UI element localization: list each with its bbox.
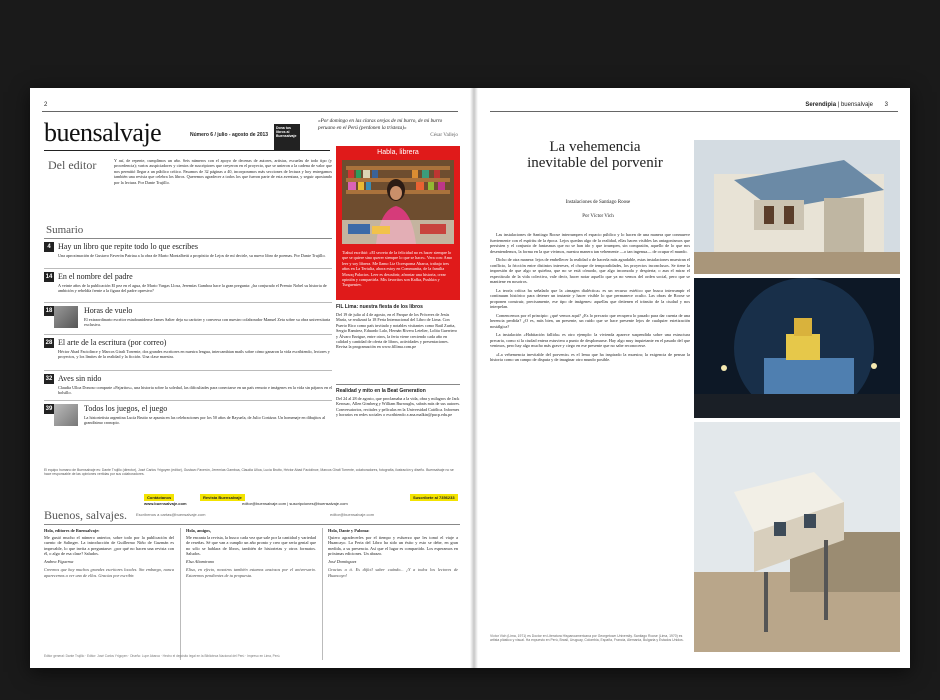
epigraph [318, 118, 458, 138]
sumario-title: Sumario [46, 224, 84, 236]
installation-photo-night-tower [694, 278, 900, 418]
article-paragraph: Las instalaciones de Santiago Roose interrumpen el espacio público y lo hacen de una manera que conmueve fuertemente con el espíritu de la época. Lejos quedan algo de la realidad, ellas hacen visibles las antagonismos que persisten y el conjunto de fantasmas que no se han ido y que irrumpen, sin compasión, aquello de lo que nos desentendemos, la forma en la que vivimos, nuestra manera tan vehemente —o tan ingenua— de ocupar el mundo. [490, 232, 690, 254]
sumario-headline: Todos los juegos, el juego [84, 404, 168, 413]
article-paragraph: «La vehemencia inevitable del porvenir» es el lema que ha inspirado la muestra; la exigencia de pensar la historia como un campo de disputa y de imaginar otro mundo posible. [490, 351, 690, 362]
contact-link[interactable]: Contáctanos [144, 494, 174, 501]
librera-text: Tiahuí escribió: «El secreto de la felicidad no es hacer siempre lo que se quiere sino querer siempre lo que se hace». Vera con: Amo leer y soy librera. Me llamo Liz Ocrespoma Abarca, trabajo tres años en La Tertulia, ahora estoy en Communita, de la familia Mosoq Palacios. Leer es descubrir, afrontar una historia, crear opinión y compartirla. Mis favoritos son Kafka, Pushkin y Turgueniev. [342, 250, 453, 288]
article-subtitle: Instalaciones de Santiago Roose [565, 200, 631, 205]
sumario-description: Una aproximación de Gustavo Faverón Patriau a la obra de Mario Montalbetti a propósito de Lejos de mí decirle, su nuevo libro de poemas. Por Dante Trujillo. [58, 253, 326, 258]
sumario-item [44, 242, 334, 266]
sumario-headline: El arte de la escritura (por correo) [58, 338, 167, 347]
article-paragraph: Dicho de otra manera: lejos de embellecer la realidad o de hacerla más agradable, estas instalaciones muestran el conflicto, la fricción entre distintos intereses, el choque de temporalidades, los proyectos inconclusos. Se tiene la impresión de que algo se quiebra, que no se está cómodo, que algo incomoda y despierta; o aun el mirar el espectáculo de la vida colectiva, vale decir, hacer notar aquello que ya no vemos del orden social, pero que se mantiene en nosotros. [490, 257, 690, 284]
divider [44, 334, 332, 335]
magazine-spread [30, 88, 910, 668]
editor-letter [44, 156, 332, 222]
librera-box [336, 146, 460, 300]
sumario-description: Héctor Abad Faciolince y Marcos Giralt Torrente, dos grandes escritores en nuestra lengua, intercambian mails sobre cómo ganaron la vida escribiendo, lectores y proyectos, y los límites de la realidad y la ficción. Una clase maestra. [58, 349, 330, 360]
bookstore-photo-icon [342, 160, 454, 244]
article-paragraph: La teoría crítica ha señalado que la «imagen dialéctica» es un recurso estético que busca interrumpir el continuum histórico para detener un instante y hacer visible lo que permanece oculto. Las obras de Roose se proponen construir, precisamente, ese tipo de imágenes: aquellas que detienen el tránsito de la ciudad y nos interpelan. [490, 287, 690, 309]
sumario-headline: Aves sin nido [58, 374, 102, 383]
column-divider [180, 528, 181, 660]
section-name: Serendipia [805, 102, 837, 108]
sumario-description: A veinte años de la publicación El pez en el agua, de Mario Vargas Llosa, Jeremías Gamboa hace la gran pregunta: ¿ha conjurado el Premio Nobel su historia de ambición y rebeldía frente a la figura del padre opresivo? [58, 283, 327, 294]
sumario-headline: Horas de vuelo [84, 306, 133, 315]
sumario-rule [44, 238, 332, 239]
letter-greeting: Hola, editores de Buensalvaje: [44, 528, 100, 533]
email-links[interactable]: editor@buensalvaje.com | suscripciones@buensalvaje.com [242, 501, 348, 506]
sumario-headline: En el nombre del padre [58, 272, 133, 281]
fil-lima-box [336, 304, 460, 382]
epigraph-author: César Vallejo [430, 131, 458, 138]
issue-label: Número 6 / julio - agosto de 2013 [190, 132, 269, 138]
fil-lima-text: Del 19 de julio al 4 de agosto, en el Parque de los Próceres de Jesús María, se realizará la 18 Feria Internacional del Libro de Lima. Con Puerto Rico como país invitado y notables visitantes como Raúl Zurita, Sergio Ramírez, Eduardo Lalo, Hernán Rivera Letelier, Lolita Guerriero y Álvaro Enrigue, entre otros, la feria viene creciendo cada año en calidad y cantidad de oferta de libros, actividades y presentaciones. Revisa la programación en www.fillima.com.pe [336, 312, 458, 350]
letters-subtitle: Escríbenos a cartas@buensalvaje.com [136, 512, 206, 517]
author-bio: Víctor Vich (Lima, 1971) es Doctor en Literatura Hispanoamericana por Georgetown University. Santiago Roose (Lima, 1970) es artista plástico y visual. Ha expuesto en Perú, Brasil, Uruguay, Colombia, España, Francia, Alemania, Bulgaria y Estados Unidos. [490, 634, 684, 643]
subscribe-badge[interactable]: Suscríbete al 7356233 [410, 494, 458, 501]
letter-reply: Gracias a ti. Es difícil saber cuándo... ¡Y a todos los lectores de Huancayo! [328, 567, 458, 579]
article-byline: Por Víctor Vich [582, 214, 614, 219]
header-rule [42, 111, 458, 112]
sumario-photo [54, 306, 78, 328]
letter-reply: Creemos que hay muchos grandes escritores locales. Sin embargo, nunca aparecemos a ver uno de ellos. Gracias por escribir. [44, 567, 174, 579]
editor-title: Del editor [48, 158, 97, 172]
letter-greeting: Hola, Dante y Paloma: [328, 528, 370, 533]
page-number: 2 [44, 102, 48, 108]
letters-rule [44, 524, 460, 525]
masthead-logo: buensalvaje [44, 118, 162, 147]
sumario-description: El extraordinario escritor estadounidense James Salter deja su carácter y conversa con nuestro colaborador Manuel Zeta sobre su obra universitaria exclusiva. [84, 317, 331, 328]
letter-text: Me encanta la revista, la busco cada vez que sale por la cantidad y variedad de reseñas. Sé que van a cumplir un año pronto y creo que sería genial que no sólo se hablara de libros, también de historietas y otros formatos. Saludos. [186, 534, 316, 557]
letter-text: Me gustó mucho el número anterior, sobre todo por la publicación del cuento de Salinger. La introducción de Guillermo Niño de Guzmán es impecable, lo que invita a preguntarse: ¿por qué no hacen una revista con él, o algo de esa clase? Saludos. [44, 534, 174, 557]
masthead-rule [44, 150, 330, 151]
divider [44, 302, 332, 303]
article-title: La vehemencia inevitable del porvenir [527, 139, 663, 171]
website-link[interactable]: www.buensalvaje.com [144, 501, 187, 506]
editor-text: Y así, de repente, cumplimos un año. Seis números con el apoyo de decenas de autores, artistas, escuelas de todo tipo (y procedencia); varios auspiciadores y cientos de suscriptores que creyeron en el proyecto, que se unieron a la cadena de valor que nos permitió llegar a un público crítico. Pasamos de 32 páginas a 40, incorporamos más secciones de lectura y hoy entregamos también una revista que celebra los libros. Queremos agradecer a todos los que fueron parte de esta aventura, y seguir apostando por la lectura. Por Dante Trujillo. [114, 158, 332, 185]
beat-generation-text: Del 24 al 28 de agosto, que proclamaba a la vida, obra y milagros de Jack Kerouac, Allen Ginsberg y William Burroughs, sabrás más de sus autores. Conversatorios, recitales y películas en la Universidad Católica. Informes y horarios en redes sociales o escribiendo a ana.malkin@pucp.edu.pe [336, 396, 460, 418]
letter-signature: José Domínguez [328, 558, 357, 564]
letter-greeting: Hola, amigos, [186, 528, 211, 533]
sumario-item [44, 404, 334, 432]
sumario-item [44, 272, 334, 300]
article-paragraph: Comencemos por el principio: ¿qué vemos aquí? ¿Es lo precario que recupera lo pasado para dar cuenta de una herencia perdida? ¿O es, más bien, un presente, un ruido que se hace presente lejos de cualquier estetización nostálgica? [490, 312, 690, 329]
section-header [805, 102, 888, 108]
letters-email: editor@buensalvaje.com [330, 512, 375, 517]
page-number: 3 [884, 102, 888, 108]
night-tower-icon [694, 278, 900, 418]
right-page [478, 88, 910, 668]
revista-link[interactable]: Revista Buensalvaje [200, 494, 245, 501]
reader-letter [44, 528, 174, 660]
divider [44, 370, 332, 371]
imprint-footer: Editor general: Dante Trujillo · Editor: José Carlos Yrigoyen · Diseño: Lupe Abarca · Hecho el depósito legal en la Biblioteca Nacional del Perú · Impreso en Lima, Perú. [44, 654, 281, 658]
letter-reply: Elisa, en efecto, nosotros también estamos ansiosos por el aniversario. Estaremos pendientes de tu propuesta. [186, 567, 316, 579]
spine-shadow [470, 88, 478, 668]
sumario-page-number: 28 [45, 340, 53, 346]
section-separator: | [837, 102, 841, 108]
letter-signature: Elsa Altamirano [186, 558, 215, 564]
divider [44, 400, 332, 401]
article-paragraph: La instalación «Habitación fallida» es otro ejemplo: la vivienda aparece suspendida sobre una estructura precaria, como si la ciudad entera estuviera a punto de desplomarse. Hay algo muy inquietante en el pasado del que venimos, pero hay algo mucho más grave y ciego en ese presente que no sabe reconocerse. [490, 332, 690, 348]
epigraph-text: «Por domingo en las claras orejas de mi burro, de mi burro peruano en el Perú (perdonen la tristeza)» [318, 118, 443, 131]
reader-letter [186, 528, 316, 660]
header-rule [490, 111, 898, 112]
librera-title: Habla, librera [377, 149, 419, 156]
sumario-page-number: 14 [45, 274, 53, 280]
left-page [30, 88, 470, 668]
installation-photo-suspended-house [694, 422, 900, 652]
sumario-description: Claudia Ulloa Donoso comparte «Pajaritos», una historia sobre la soledad, las dificultades para conectarse en un país remoto e imágenes en la vida sin pájaros en el bolsillo. [58, 385, 333, 396]
sumario-item [44, 374, 334, 398]
letters-title: Buenos, salvajes. [44, 508, 127, 522]
column-divider [322, 528, 323, 660]
sumario-description: La historietista argentina Lucía Brutto se apunta en las celebraciones por los 50 años de Rayuela, de Julio Cortázar. Un homenaje en dibujitos al grandísimo cronopio. [84, 415, 326, 426]
divider [44, 268, 332, 269]
donation-badge: Dona tus libros al Buensalvaje [274, 124, 300, 150]
reader-letter [328, 528, 458, 660]
colonial-house-icon [694, 140, 900, 274]
sumario-item [44, 338, 334, 368]
sumario-item [44, 306, 334, 332]
article-body [490, 232, 690, 366]
librera-photo [342, 160, 454, 244]
sumario-photo [54, 404, 78, 426]
suspended-house-icon [694, 422, 900, 652]
installation-photo-colonial-house [694, 140, 900, 274]
letter-text: Quiero agradecerles por el tiempo y esfuerzo que les tomó el viaje a Huancayo. La Feria del Libro ha sido un éxito y esto se debe, en gran medida, a su presencia. Así que el lugar es compartido. Los esperamos en próximas ediciones. Un abrazo. [328, 534, 458, 557]
sumario-page-number: 4 [44, 242, 54, 252]
beat-generation-box [336, 384, 460, 442]
credits-text: El equipo humano de Buensalvaje es: Dante Trujillo (director), José Carlos Yrigoyen (editor), Gustavo Faverón, Jeremías Gamboa, Claudia Ulloa, Lucía Brutto, Héctor Abad Faciolince, Marcos Giralt Torrente, colaboradores, fotografía, ilustración y diseño. Buensalvaje no se hace responsable de las opiniones vertidas por sus colaboradores. [44, 468, 454, 477]
sumario-page-number: 32 [45, 376, 53, 382]
sumario-headline: Hay un libro que repite todo lo que escribes [58, 242, 198, 251]
sumario-page-number: 18 [45, 308, 53, 314]
section-site: buensalvaje [840, 102, 873, 108]
beat-generation-title: Realidad y mito en la Beat Generation [336, 388, 426, 394]
sumario-page-number: 39 [45, 406, 53, 412]
fil-lima-title: FIL Lima: nuestra fiesta de los libros [336, 304, 423, 310]
letter-signature: Andrea Figueroa [44, 558, 74, 564]
